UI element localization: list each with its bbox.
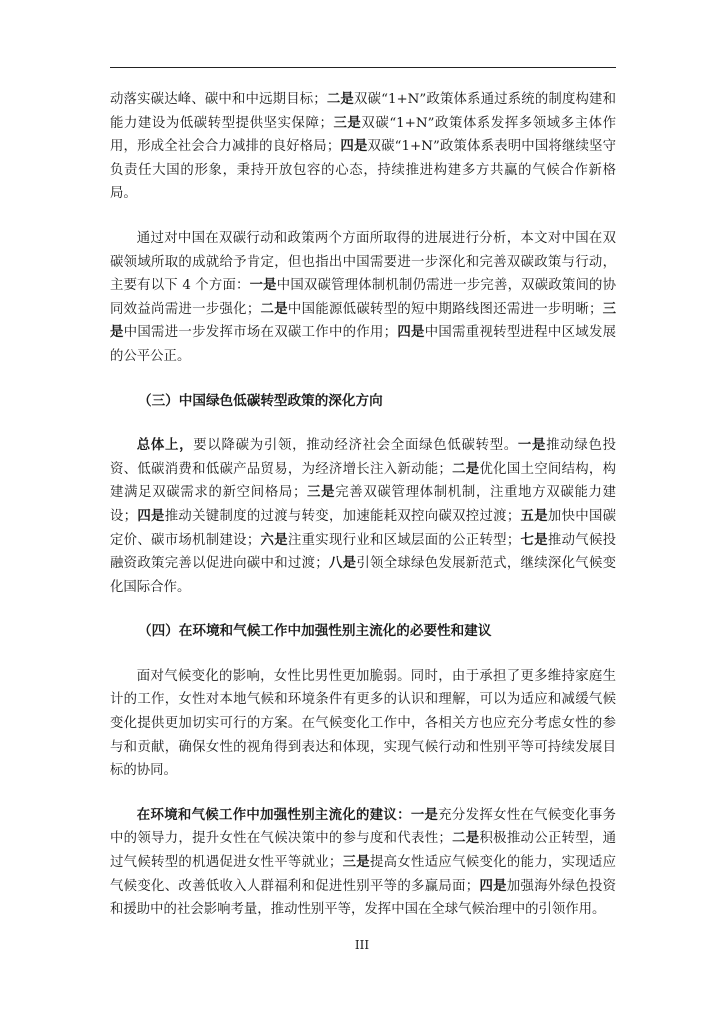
section-heading-4: （四）在环境和气候工作中加强性别主流化的必要性和建议	[138, 623, 492, 640]
paragraph-analysis: 通过对中国在双碳行动和政策两个方面所取得的进展进行分析，本文对中国在双碳领域所取的成就给予肯定，但也指出中国需要进一步深化和完善双碳政策与行动，主要有以下 4 个方面：一是中国双碳管理体制机制仍需进一步完善，双碳政策间的协同效益尚需进一步强化；二是中国能源低碳转型的短中期路线图还需进一步明晰；三是中国需进一步发挥市场在双碳工作中的作用；四是中国需重视转型进程中区域发展的公平公正。	[110, 230, 617, 364]
paragraph-gender-recommendations: 在环境和气候工作中加强性别主流化的建议：一是充分发挥女性在气候变化事务中的领导力，提升女性在气候决策中的参与度和代表性；二是积极推动公正转型，通过气候转型的机遇促进女性平等就业；三是提高女性适应气候变化的能力，实现适应气候变化、改善低收入人群福利和促进性别平等的多赢局面；四是加强海外绿色投资和援助中的社会影响考量，推动性别平等，发挥中国在全球气候治理中的引领作用。	[110, 807, 617, 918]
section-heading-3: （三）中国绿色低碳转型政策的深化方向	[138, 392, 383, 409]
header-rule	[110, 67, 616, 68]
paragraph-policy-directions: 总体上，要以降碳为引领，推动经济社会全面绿色低碳转型。一是推动绿色投资、低碳消费和低碳产品贸易，为经济增长注入新动能；二是优化国土空间结构，构建满足双碳需求的新空间格局；三是完善双碳管理体制机制，注重地方双碳能力建设；四是推动关键制度的过渡与转变，加速能耗双控向碳双控过渡；五是加快中国碳定价、碳市场机制建设；六是注重实现行业和区域层面的公正转型；七是推动气候投融资政策完善以促进向碳中和过渡；八是引领全球绿色发展新范式，继续深化气候变化国际合作。	[110, 438, 617, 595]
paragraph-gender-necessity: 面对气候变化的影响，女性比男性更加脆弱。同时，由于承担了更多维持家庭生计的工作，女性对本地气候和环境条件有更多的认识和理解，可以为适应和减缓气候变化提供更加切实可行的方案。在气候变化工作中，各相关方也应充分考虑女性的参与和贡献，确保女性的视角得到表达和体现，实现气候行动和性别平等可持续发展目标的协同。	[110, 668, 616, 779]
document-body	[110, 88, 616, 922]
paragraph-continuation: 动落实碳达峰、碳中和中远期目标；二是双碳“1+N”政策体系通过系统的制度构建和能力建设为低碳转型提供坚实保障；三是双碳“1+N”政策体系发挥多领域多主体作用，形成全社会合力减排的良好格局；四是双碳“1+N”政策体系表明中国将继续坚守负责任大国的形象，秉持开放包容的心态，持续推进构建多方共赢的气候合作新格局。	[110, 92, 617, 202]
page-number: III	[354, 938, 370, 952]
